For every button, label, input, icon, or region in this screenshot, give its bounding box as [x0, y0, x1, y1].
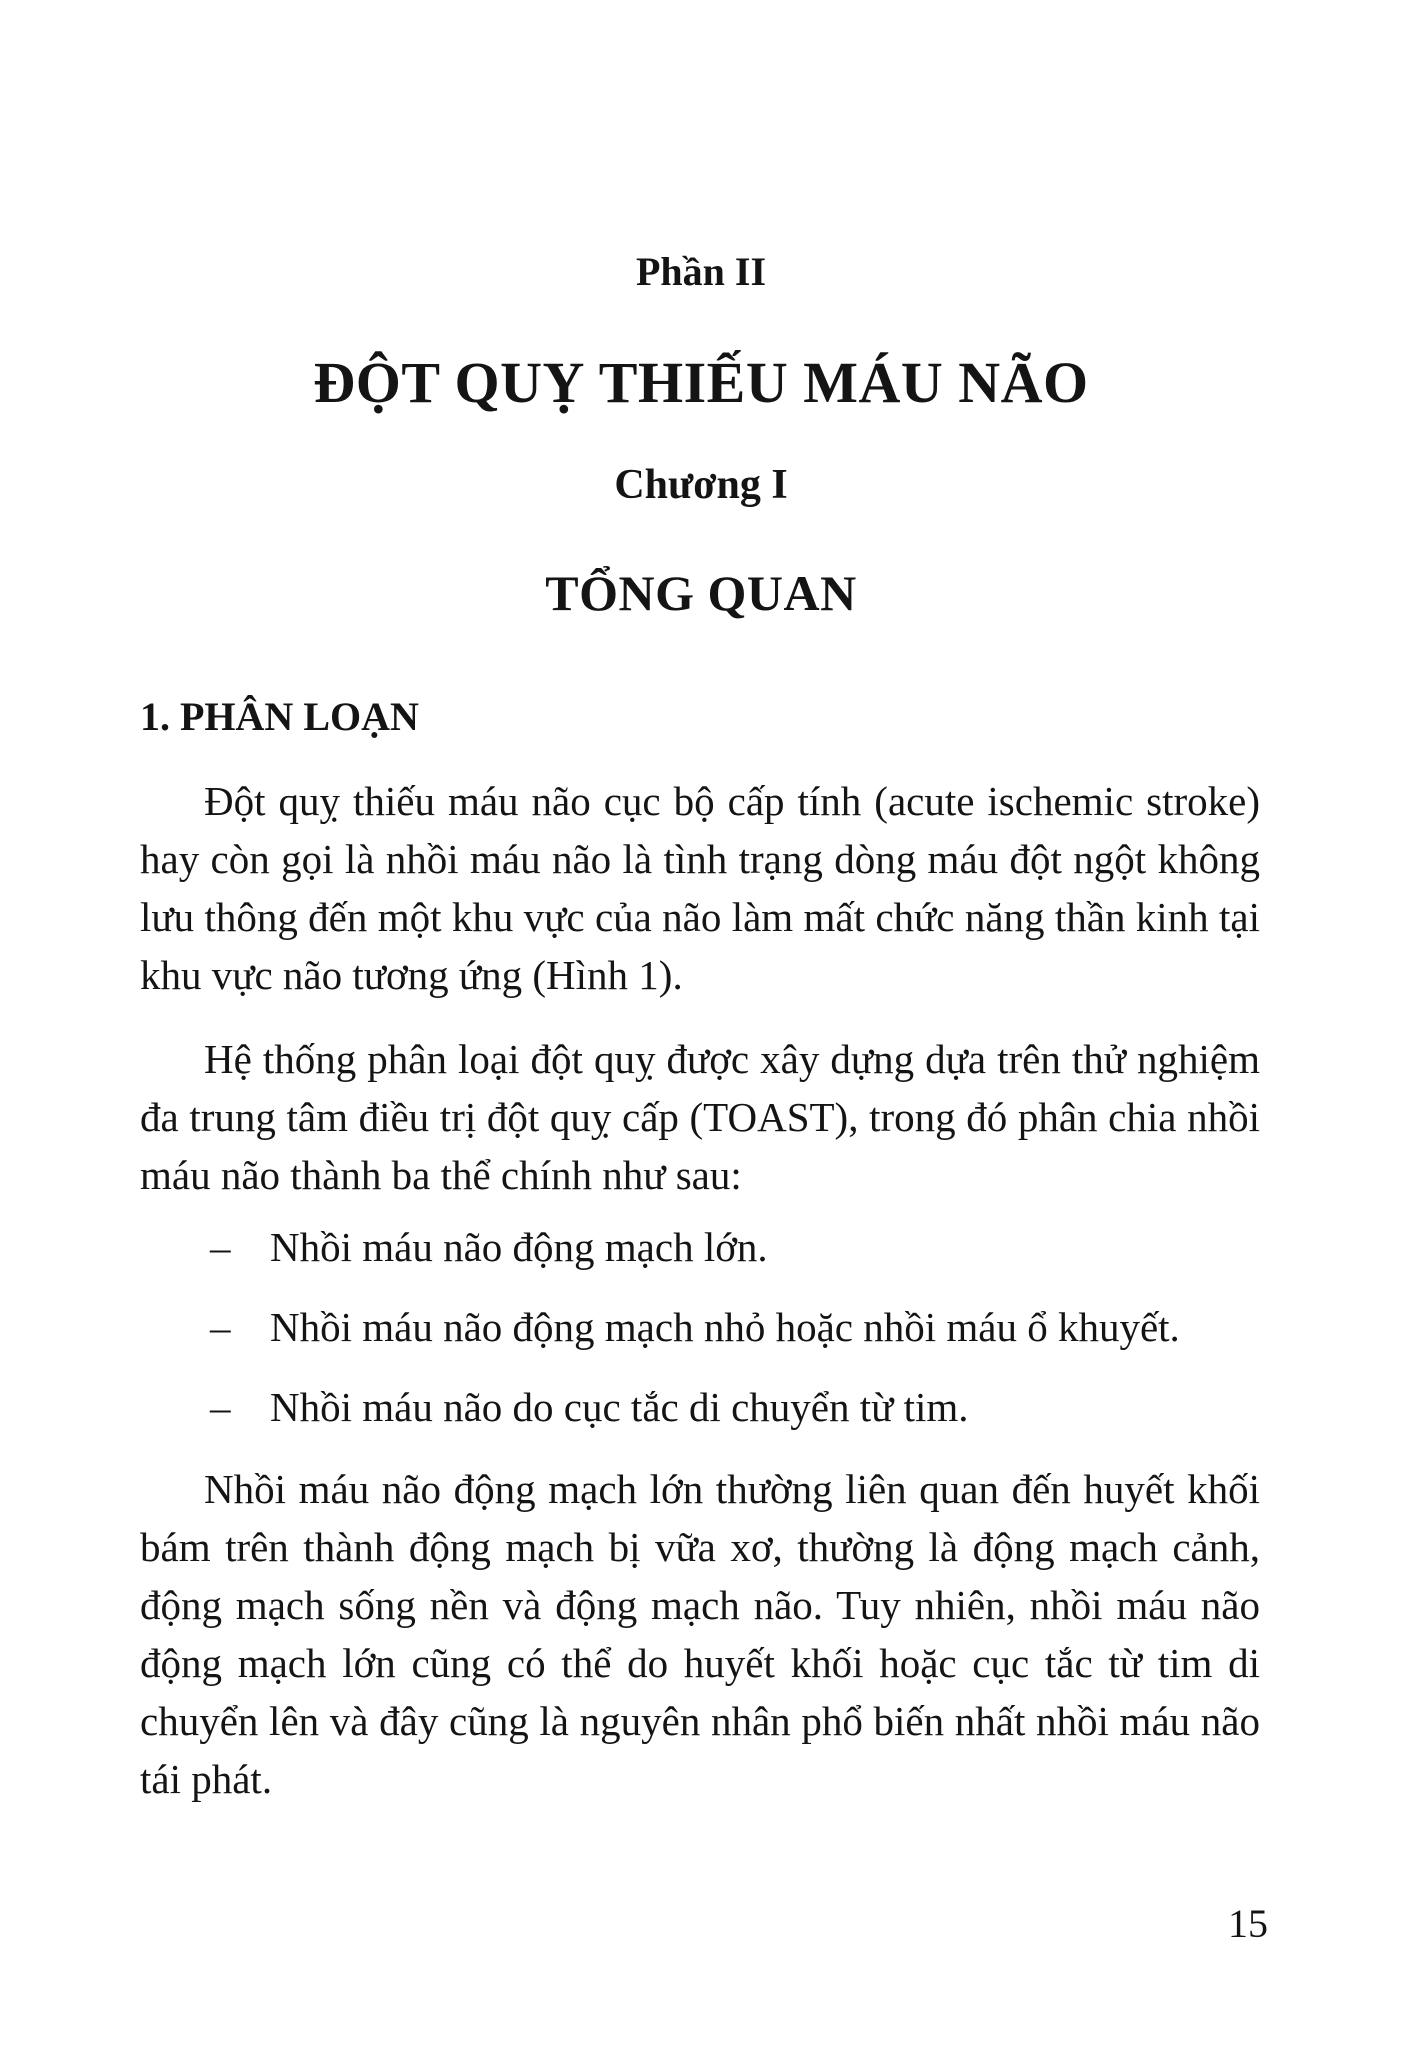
list-item-text: Nhồi máu não động mạch nhỏ hoặc nhồi máu ổ khuyết. — [270, 1304, 1180, 1350]
paragraph-classification-text: Hệ thống phân loại đột quỵ được xây dựng dựa trên thử nghiệm đa trung tâm điều trị đột quỵ cấp (TOAST), trong đó phân chia nhồi máu não thành ba thể chính như sau: — [140, 1036, 1260, 1198]
page-number: 15 — [1228, 1901, 1268, 1946]
paragraph-large-artery — [140, 1460, 1260, 1808]
main-title: ĐỘT QUỴ THIẾU MÁU NÃO — [313, 350, 1089, 415]
paragraph-large-artery-text: Nhồi máu não động mạch lớn thường liên quan đến huyết khối bám trên thành động mạch bị vữa xơ, thường là động mạch cảnh, động mạch sống nền và động mạch não. Tuy nhiên, nhồi máu não động mạch lớn cũng có thể do huyết khối hoặc cục tắc từ tim di chuyển lên và đây cũng là nguyên nhân phổ biến nhất nhồi máu não tái phát. — [140, 1466, 1260, 1802]
section-heading: 1. PHÂN LOẠN — [140, 694, 419, 739]
classification-list — [140, 1218, 1260, 1458]
list-item-text: Nhồi máu não động mạch lớn. — [270, 1224, 768, 1270]
paragraph-classification — [140, 1030, 1260, 1204]
list-marker: – — [210, 1224, 231, 1270]
paragraph-definition-text: Đột quỵ thiếu máu não cục bộ cấp tính (acute ischemic stroke) hay còn gọi là nhồi máu não là tình trạng dòng máu đột ngột không lưu thông đến một khu vực của não làm mất chức năng thần kinh tại khu vực não tương ứng (Hình 1). — [140, 778, 1260, 998]
list-item — [140, 1298, 1260, 1378]
paragraph-definition — [140, 772, 1260, 1004]
part-label: Phần II — [635, 249, 767, 294]
list-item — [140, 1218, 1260, 1298]
list-item — [140, 1378, 1260, 1458]
chapter-label: Chương I — [614, 462, 788, 508]
list-marker: – — [210, 1304, 231, 1350]
list-item-text: Nhồi máu não do cục tắc di chuyển từ tim. — [270, 1384, 969, 1430]
chapter-title: TỔNG QUAN — [545, 565, 857, 621]
list-marker: – — [210, 1384, 231, 1430]
